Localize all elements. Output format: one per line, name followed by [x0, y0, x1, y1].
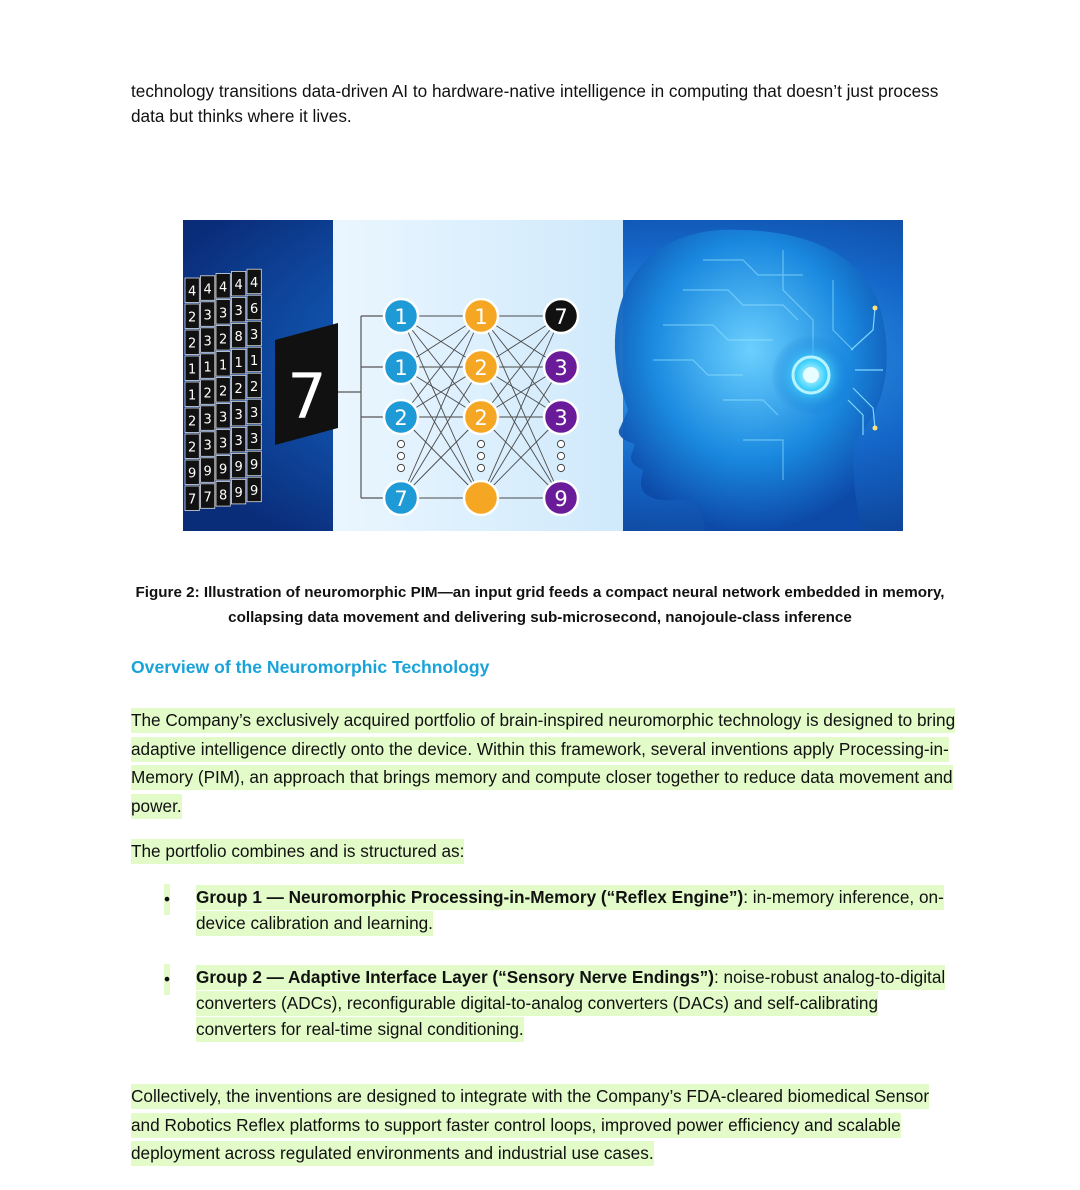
figure-svg	[183, 220, 903, 531]
paragraph-integration	[131, 1082, 961, 1168]
grid-cell-label: 2	[250, 379, 259, 395]
grid-cell-label: 3	[250, 431, 259, 447]
network-node-label: 2	[474, 406, 488, 430]
paragraph-integration-text: Collectively, the inventions are designed to integrate with the Company’s FDA-cleared biomedical Sensor and Robotics Reflex platforms to support faster control loops, improved power efficiency and scalable deployment across regulated environments and industrial use cases.	[131, 1084, 929, 1166]
grid-cell-label: 2	[188, 310, 197, 326]
list-item-description: : in-memory inference, on-device calibration and learning.	[196, 887, 944, 933]
grid-cell-label: 1	[188, 388, 197, 404]
grid-cell-label: 2	[203, 386, 212, 402]
figure-neuromorphic-illustration	[183, 220, 903, 531]
list-item-text	[196, 964, 956, 1042]
network-node-label: 7	[394, 487, 408, 511]
grid-cell-label: 4	[203, 282, 212, 298]
grid-cell-label: 9	[250, 483, 259, 499]
grid-cell-label: 3	[203, 412, 212, 428]
grid-cell-label: 9	[188, 466, 197, 482]
list-item-description: : noise-robust analog-to-digital converters (ADCs), reconfigurable digital-to-analog converters (DACs) and self-calibrating converters for real-time signal conditioning.	[196, 967, 946, 1039]
ellipsis-dot	[397, 464, 404, 471]
section-heading: Overview of the Neuromorphic Technology	[131, 657, 490, 677]
grid-cell-label: 4	[219, 280, 228, 296]
paragraph-portfolio	[131, 706, 961, 820]
ellipsis-dot	[477, 452, 484, 459]
list-item-text	[196, 884, 956, 936]
trace-dot	[873, 426, 878, 431]
grid-cell-label: 2	[188, 336, 197, 352]
grid-cell-label: 1	[188, 362, 197, 378]
grid-cell-label: 8	[219, 488, 228, 504]
grid-cell-label: 9	[219, 462, 228, 478]
grid-cell-label: 3	[203, 334, 212, 350]
grid-cell-label: 1	[219, 358, 228, 374]
grid-cell-label: 9	[234, 460, 243, 476]
grid-cell-label: 2	[234, 382, 243, 398]
grid-cell-label: 3	[203, 308, 212, 324]
grid-cell-label: 9	[250, 457, 259, 473]
network-node-label: 1	[394, 305, 408, 329]
grid-cell-label: 3	[234, 434, 243, 450]
grid-cell-label: 1	[234, 356, 243, 372]
paragraph-structure-text: The portfolio combines and is structured as:	[131, 839, 464, 864]
ellipsis-dot	[557, 440, 564, 447]
ear-core	[803, 367, 819, 383]
grid-cell-label: 2	[219, 384, 228, 400]
network-node-label: 1	[474, 305, 488, 329]
paragraph-portfolio-text: The Company’s exclusively acquired portfolio of brain-inspired neuromorphic technology is designed to bring adaptive intelligence directly onto the device. Within this framework, several inventions apply Processing-in-Memory (PIM), an approach that brings memory and compute closer together to reduce data movement and power.	[131, 708, 955, 819]
list-item-title: Group 2 — Adaptive Interface Layer (“Sensory Nerve Endings”)	[196, 967, 714, 987]
ellipsis-dot	[557, 464, 564, 471]
bullet-glyph: •	[164, 964, 170, 995]
grid-cell-label: 3	[250, 405, 259, 421]
list-item-title: Group 1 — Neuromorphic Processing-in-Memory (“Reflex Engine”)	[196, 887, 744, 907]
network-node-label: 1	[394, 356, 408, 380]
grid-cell-label: 4	[250, 275, 259, 291]
ellipsis-dot	[477, 440, 484, 447]
grid-cell-label: 4	[188, 284, 197, 300]
figure-caption: Figure 2: Illustration of neuromorphic PIM—an input grid feeds a compact neural network embedded in memory, collapsing data movement and delivering sub-microsecond, nanojoule-class inference	[135, 584, 945, 626]
grid-cell-label: 3	[219, 306, 228, 322]
trace-dot	[873, 306, 878, 311]
grid-cell-label: 3	[250, 327, 259, 343]
grid-cell-label: 2	[219, 332, 228, 348]
grid-cell-label: 3	[234, 304, 243, 320]
grid-cell-label: 1	[250, 353, 259, 369]
grid-cell-label: 1	[203, 360, 212, 376]
grid-cell-label: 3	[203, 438, 212, 454]
network-node-label: 3	[554, 356, 568, 380]
grid-cell-label: 6	[250, 301, 259, 317]
grid-cell-label: 9	[203, 464, 212, 480]
network-node-label: 9	[554, 487, 568, 511]
grid-cell-label: 2	[188, 414, 197, 430]
ellipsis-dot	[477, 464, 484, 471]
network-node-label: 2	[394, 406, 408, 430]
ellipsis-dot	[557, 452, 564, 459]
grid-cell-label: 2	[188, 440, 197, 456]
input-digit: 7	[287, 360, 327, 433]
grid-cell-label: 8	[234, 330, 243, 346]
grid-cell-label: 7	[188, 492, 197, 508]
paragraph-structure	[131, 837, 961, 866]
ellipsis-dot	[397, 452, 404, 459]
ellipsis-dot	[397, 440, 404, 447]
grid-cell-label: 9	[234, 486, 243, 502]
ai-head	[615, 230, 887, 531]
bullet-glyph: •	[164, 884, 170, 915]
network-node-label: 2	[474, 356, 488, 380]
grid-cell-label: 3	[219, 410, 228, 426]
grid-cell-label: 3	[234, 408, 243, 424]
network-node-label: 3	[554, 406, 568, 430]
intro-paragraph: technology transitions data-driven AI to hardware-native intelligence in computing that doesn’t just process data but thinks where it lives.	[131, 81, 939, 126]
grid-cell-label: 3	[219, 436, 228, 452]
grid-cell-label: 7	[203, 490, 212, 506]
network-node	[464, 481, 498, 515]
grid-cell-label: 4	[234, 278, 243, 294]
network-node-label: 7	[554, 305, 568, 329]
